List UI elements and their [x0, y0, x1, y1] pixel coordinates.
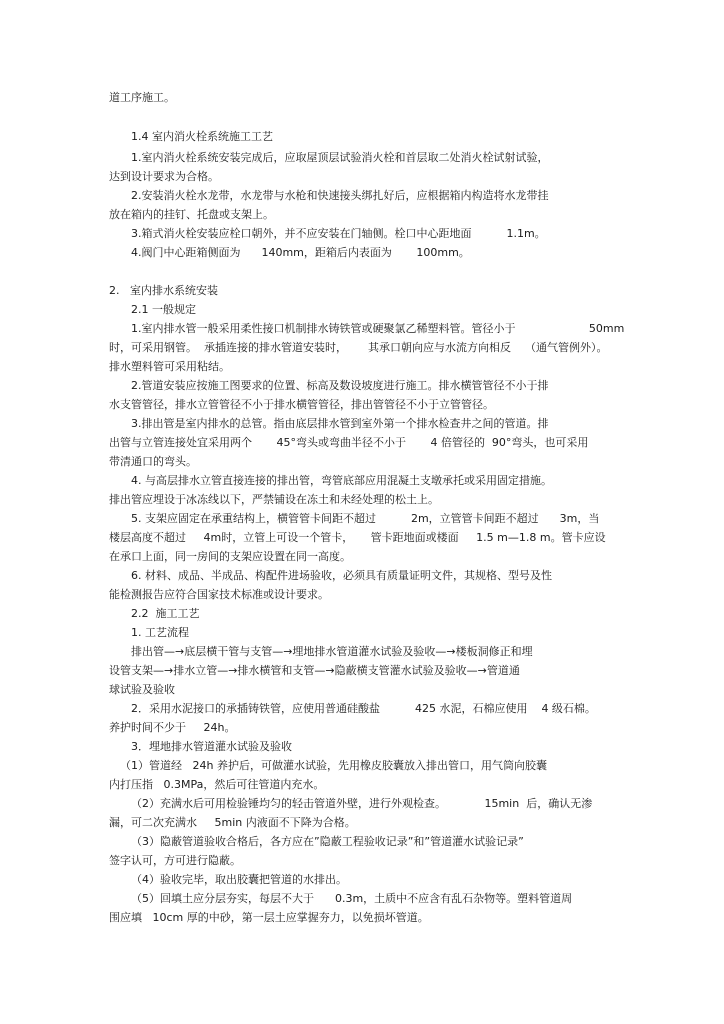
text-line: 3.排出管是室内排水的总管。指由底层排水管到室外第一个排水检查井之间的管道。排: [131, 417, 549, 430]
text-line: 时，可采用钢管。 承插连接的排水管道安装时， 其承口朝向应与水流方向相反 （通气管例外）。: [109, 341, 608, 354]
text-line: 3．埋地排水管道灌水试验及验收: [131, 740, 292, 753]
subsection-heading: 2.1 一般规定: [131, 303, 196, 316]
text-line: 内打压指 0.3MPa，然后可往管道内充水。: [109, 778, 325, 791]
text-line: 达到设计要求为合格。: [109, 170, 219, 183]
text-line: 4.阀门中心距箱侧面为 140mm，距箱后内表面为 100mm。: [131, 246, 470, 259]
text-line: 1.室内排水管一般采用柔性接口机制排水铸铁管或硬聚氯乙稀塑料管。管径小于 50mm: [131, 322, 625, 335]
text-line: 放在箱内的挂钉、托盘或支架上。: [109, 208, 274, 221]
text-line: 水支管管径，排水立管管径不小于排水横管管径，排出管管径不小于立管管径。: [109, 398, 494, 411]
text-line: 球试验及验收: [109, 683, 175, 696]
text-line: （5）回填土应分层夯实，每层不大于 0.3m，土质中不应含有乱石杂物等。塑料管道周: [131, 892, 573, 905]
text-line: 1. 工艺流程: [131, 626, 189, 639]
text-line: 能检测报告应符合国家技术标准或设计要求。: [109, 588, 329, 601]
subsection-heading: 2.2 施工工艺: [131, 607, 200, 620]
text-line: （4）验收完毕，取出胶囊把管道的水排出。: [131, 873, 347, 886]
text-line: 漏，可二次充满水 5min 内液面不下降为合格。: [109, 816, 356, 829]
text-line: 养护时间不少于 24h。: [109, 721, 236, 734]
text-line: 2.管道安装应按施工图要求的位置、标高及数设坡度进行施工。排水横管管径不小于排: [131, 379, 549, 392]
text-line: （1）管道经 24h 养护后，可做灌水试验，先用橡皮胶囊放入排出管口，用气筒向胶囊: [120, 759, 547, 772]
text-line: （2）充满水后可用检验锤均匀的轻击管道外壁，进行外观检查。 15min 后，确认无渗: [131, 797, 593, 810]
text-line: 3.箱式消火栓安装应栓口朝外，并不应安装在门轴侧。栓口中心距地面 1.1m。: [131, 227, 546, 240]
section-heading: 1.4 室内消火栓系统施工工艺: [131, 130, 273, 143]
text-line: 楼层高度不超过 4m时，立管上可设一个管卡， 管卡距地面或楼面 1.5 m—1.8 m。管卡应设: [109, 531, 606, 544]
section-heading: 2. 室内排水系统安装: [109, 284, 218, 297]
text-line: （3）隐蔽管道验收合格后，各方应在”隐蔽工程验收记录”和”管道灌水试验记录”: [131, 835, 524, 848]
text-line: 设管支架—→排水立管—→排水横管和支管—→隐蔽横支管灌水试验及验收—→管道通: [109, 664, 520, 677]
text-line: 带清通口的弯头。: [109, 455, 197, 468]
text-line: 围应填 10cm 厚的中砂，第一层土应掌握夯力，以免损坏管道。: [109, 911, 429, 924]
text-line: 排水塑料管可采用粘结。: [109, 360, 230, 373]
text-line: 2.安装消火栓水龙带，水龙带与水枪和快速接头绑扎好后，应根据箱内构造将水龙带挂: [131, 189, 549, 202]
text-line: 6. 材料、成品、半成品、构配件进场验收，必须具有质量证明文件，其规格、型号及性: [131, 569, 552, 582]
text-line: 在承口上面，同一房间的支架应设置在同一高度。: [109, 550, 351, 563]
text-line: 排出管应埋设于冰冻线以下，严禁铺设在冻土和未经处理的松土上。: [109, 493, 439, 506]
text-line: 排出管—→底层横干管与支管—→埋地排水管道灌水试验及验收—→楼板洞修正和埋: [131, 645, 533, 658]
text-line: 道工序施工。: [109, 91, 175, 104]
text-line: 5. 支架应固定在承重结构上，横管管卡间距不超过 2m，立管管卡间距不超过 3m，当: [131, 512, 600, 525]
text-line: 4. 与高层排水立管直接连接的排出管，弯管底部应用混凝土支墩承托或采用固定措施。: [131, 474, 552, 487]
text-line: 2．采用水泥接口的承插铸铁管，应使用普通硅酸盐 425 水泥，石棉应使用 4 级石棉。: [131, 702, 596, 715]
text-line: 签字认可，方可进行隐蔽。: [109, 854, 241, 867]
text-line: 出管与立管连接处宜采用两个 45°弯头或弯曲半径不小于 4 倍管径的 90°弯头，也可采用: [109, 436, 589, 449]
text-line: 1.室内消火栓系统安装完成后，应取屋顶层试验消火栓和首层取二处消火栓试射试验，: [131, 151, 549, 164]
